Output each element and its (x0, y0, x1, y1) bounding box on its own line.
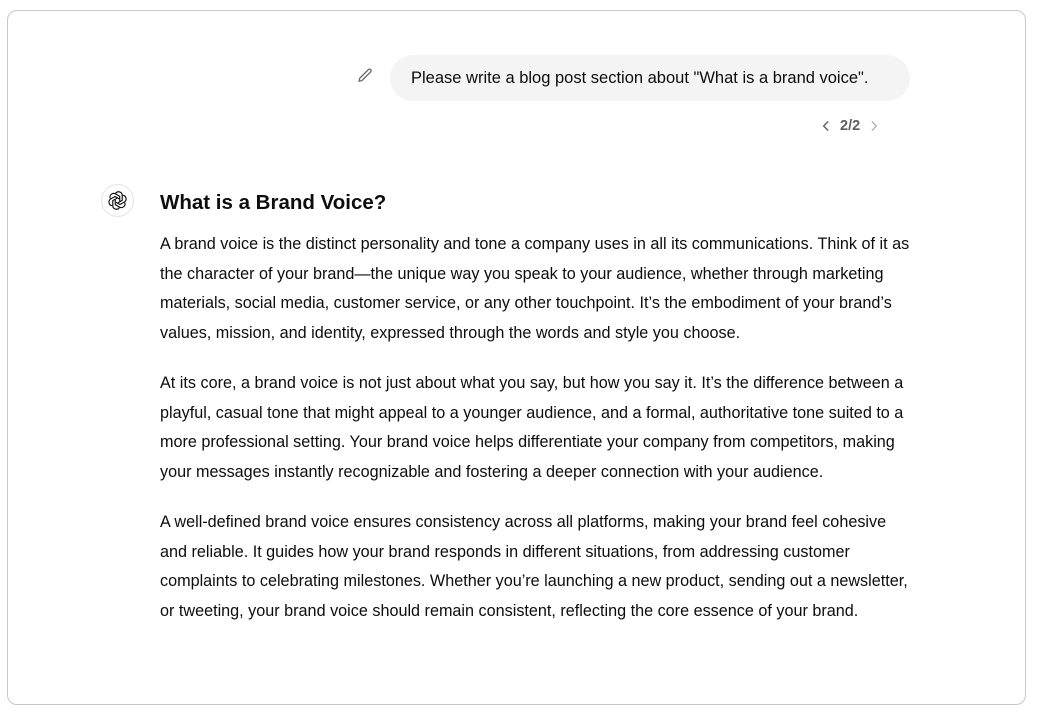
response-heading: What is a Brand Voice? (160, 191, 387, 214)
edit-message-button[interactable] (354, 67, 376, 89)
response-paragraph: A well-defined brand voice ensures consistency across all platforms, making your brand feel cohesive and reliable. It guides how your brand responds in different situations, from addressing customer complaints to celebrating milestones. Whether you’re launching a new product, sending out a newsletter, or tweeting, your brand voice should remain consistent, reflecting the core essence of your brand. (160, 513, 908, 620)
next-response-button[interactable] (864, 115, 884, 137)
response-pager (816, 114, 884, 138)
chevron-right-icon (867, 119, 881, 133)
openai-logo-icon (107, 190, 128, 211)
pager-count: 2/2 (840, 118, 861, 134)
chevron-left-icon (819, 119, 833, 133)
assistant-avatar (101, 184, 134, 217)
previous-response-button[interactable] (816, 115, 836, 137)
assistant-response (160, 188, 912, 647)
response-paragraph: A brand voice is the distinct personality and tone a company uses in all its communications. Think of it as the character of your brand—the unique way you speak to your audience, whether through marketing materials, social media, customer service, or any other touchpoint. It’s the embodiment of your brand’s values, mission, and identity, expressed through the words and style you choose. (160, 235, 910, 342)
response-paragraph: At its core, a brand voice is not just about what you say, but how you say it. It’s the difference between a playful, casual tone that might appeal to a younger audience, and a formal, authoritative tone suited to a more professional setting. Your brand voice helps differentiate your company from competitors, making your messages instantly recognizable and fostering a deeper connection with your audience. (160, 374, 904, 481)
pencil-icon (356, 67, 374, 90)
user-message-bubble (390, 55, 910, 101)
user-message-text: Please write a blog post section about "What is a brand voice". (411, 68, 869, 87)
